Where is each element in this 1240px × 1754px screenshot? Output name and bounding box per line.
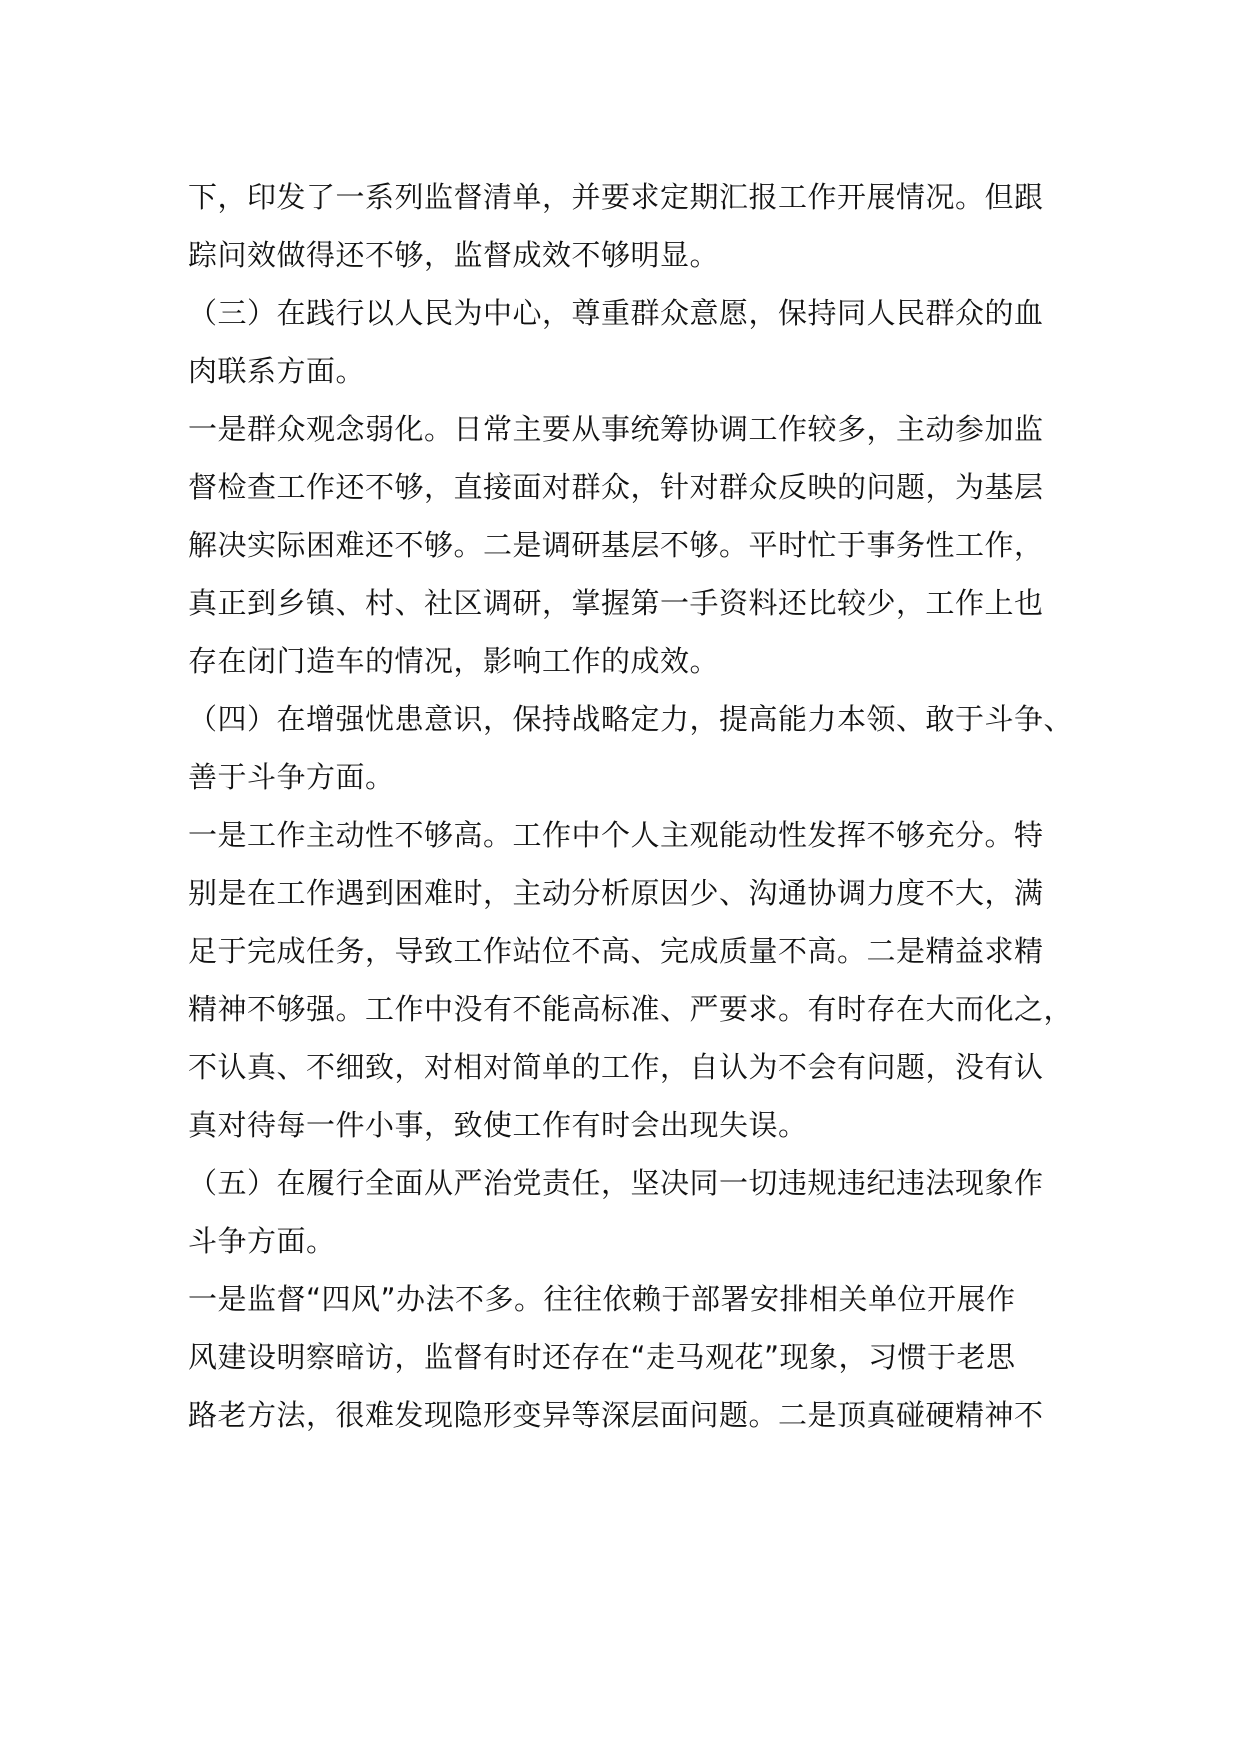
section-heading-4: （四）在增强忧患意识，保持战略定力，提高能力本领、敢于斗争、 <box>188 702 1074 736</box>
text-line-16: 不认真、不细致，对相对简单的工作，自认为不会有问题，没有认 <box>188 1050 1044 1084</box>
text-line-8: 真正到乡镇、村、社区调研，掌握第一手资料还比较少，工作上也 <box>188 586 1044 620</box>
text-line-2: 踪问效做得还不够，监督成效不够明显。 <box>188 238 720 272</box>
text-line-6: 督检查工作还不够，直接面对群众，针对群众反映的问题，为基层 <box>188 470 1044 504</box>
text-line-15: 精神不够强。工作中没有不能高标准、严要求。有时存在大而化之， <box>188 992 1074 1026</box>
text-line-13: 别是在工作遇到困难时，主动分析原因少、沟通协调力度不大，满 <box>188 876 1044 910</box>
text-line-14: 足于完成任务，导致工作站位不高、完成质量不高。二是精益求精 <box>188 934 1044 968</box>
text-line-5: 一是群众观念弱化。日常主要从事统筹协调工作较多，主动参加监 <box>188 412 1044 446</box>
section-heading-5: （五）在履行全面从严治党责任，坚决同一切违规违纪违法现象作 <box>188 1166 1044 1200</box>
section-heading-5-cont: 斗争方面。 <box>188 1224 336 1258</box>
text-line-7: 解决实际困难还不够。二是调研基层不够。平时忙于事务性工作， <box>188 528 1044 562</box>
text-line-12: 一是工作主动性不够高。工作中个人主观能动性发挥不够充分。特 <box>188 818 1044 852</box>
text-line-21: 风建设明察暗访，监督有时还存在“走马观花”现象，习惯于老思 <box>188 1340 1016 1374</box>
text-line-17: 真对待每一件小事，致使工作有时会出现失误。 <box>188 1108 808 1142</box>
text-line-22: 路老方法，很难发现隐形变异等深层面问题。二是顶真碰硬精神不 <box>188 1398 1044 1432</box>
text-line-20: 一是监督“四风”办法不多。往往依赖于部署安排相关单位开展作 <box>188 1282 1016 1316</box>
text-line-1: 下，印发了一系列监督清单，并要求定期汇报工作开展情况。但跟 <box>188 180 1044 214</box>
section-heading-3: （三）在践行以人民为中心，尊重群众意愿，保持同人民群众的血 <box>188 296 1044 330</box>
section-heading-4-cont: 善于斗争方面。 <box>188 760 395 794</box>
section-heading-3-cont: 肉联系方面。 <box>188 354 366 388</box>
text-line-9: 存在闭门造车的情况，影响工作的成效。 <box>188 644 720 678</box>
